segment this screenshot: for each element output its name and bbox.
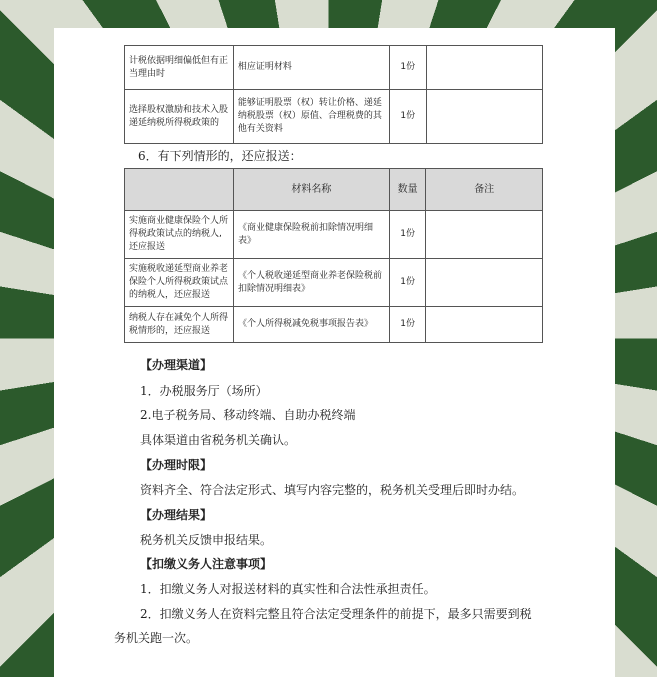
situation-cell: 选择股权激励和技术入股递延纳税所得税政策的 [125, 90, 234, 144]
note-cell [426, 46, 542, 90]
channel-item-2: 2.电子税务局、移动终端、自助办税终端 [140, 408, 356, 422]
situation-cell: 纳税人存在减免个人所得税情形的，还应报送 [125, 307, 234, 343]
time-limit-text: 资料齐全、符合法定形式、填写内容完整的，税务机关受理后即时办结。 [140, 483, 525, 497]
quantity-cell: 1份 [389, 90, 426, 144]
additional-materials-table [124, 168, 543, 343]
header-quantity: 数量 [389, 169, 426, 211]
quantity-cell: 1份 [389, 307, 426, 343]
header-note: 备注 [426, 169, 543, 211]
material-cell: 《个人税收递延型商业养老保险税前扣除情况明细表》 [233, 259, 389, 307]
notice-item-2-line-1: 2．扣缴义务人在资料完整且符合法定受理条件的前提下，最多只需要到税 [140, 607, 532, 621]
materials-table-continued [124, 45, 543, 144]
material-cell: 《个人所得税减免税事项报告表》 [233, 307, 389, 343]
notice-item-1: 1．扣缴义务人对报送材料的真实性和合法性承担责任。 [140, 582, 436, 596]
material-cell: 相应证明材料 [233, 46, 389, 90]
quantity-cell: 1份 [389, 259, 426, 307]
quantity-cell: 1份 [389, 46, 426, 90]
notice-item-2-line-2: 务机关跑一次。 [114, 631, 199, 645]
result-heading: 【办理结果】 [140, 508, 213, 522]
table-row [125, 90, 543, 144]
table-row [125, 259, 543, 307]
table-row [125, 211, 543, 259]
situation-cell: 实施税收递延型商业养老保险个人所得税政策试点的纳税人，还应报送 [125, 259, 234, 307]
channel-heading: 【办理渠道】 [140, 358, 213, 372]
note-cell [426, 307, 543, 343]
channel-item-1: 1．办税服务厅（场所） [140, 384, 268, 398]
material-cell: 能够证明股票（权）转让价格、递延纳税股票（权）原值、合理税费的其他有关资料 [233, 90, 389, 144]
situation-cell: 计税依据明细偏低但有正当理由时 [125, 46, 234, 90]
document-page [54, 28, 615, 677]
note-cell [426, 259, 543, 307]
notice-heading: 【扣缴义务人注意事项】 [140, 557, 273, 571]
material-cell: 《商业健康保险税前扣除情况明细表》 [233, 211, 389, 259]
table-row [125, 307, 543, 343]
quantity-cell: 1份 [389, 211, 426, 259]
table-row [125, 46, 543, 90]
header-material-name: 材料名称 [233, 169, 389, 211]
item-6-text: 6．有下列情形的，还应报送： [138, 149, 302, 163]
channel-note: 具体渠道由省税务机关确认。 [140, 433, 297, 447]
situation-cell: 实施商业健康保险个人所得税政策试点的纳税人,还应报送 [125, 211, 234, 259]
time-limit-heading: 【办理时限】 [140, 458, 213, 472]
header-situation [125, 169, 234, 211]
note-cell [426, 211, 543, 259]
result-text: 税务机关反馈申报结果。 [140, 533, 273, 547]
note-cell [426, 90, 542, 144]
table-header-row [125, 169, 543, 211]
